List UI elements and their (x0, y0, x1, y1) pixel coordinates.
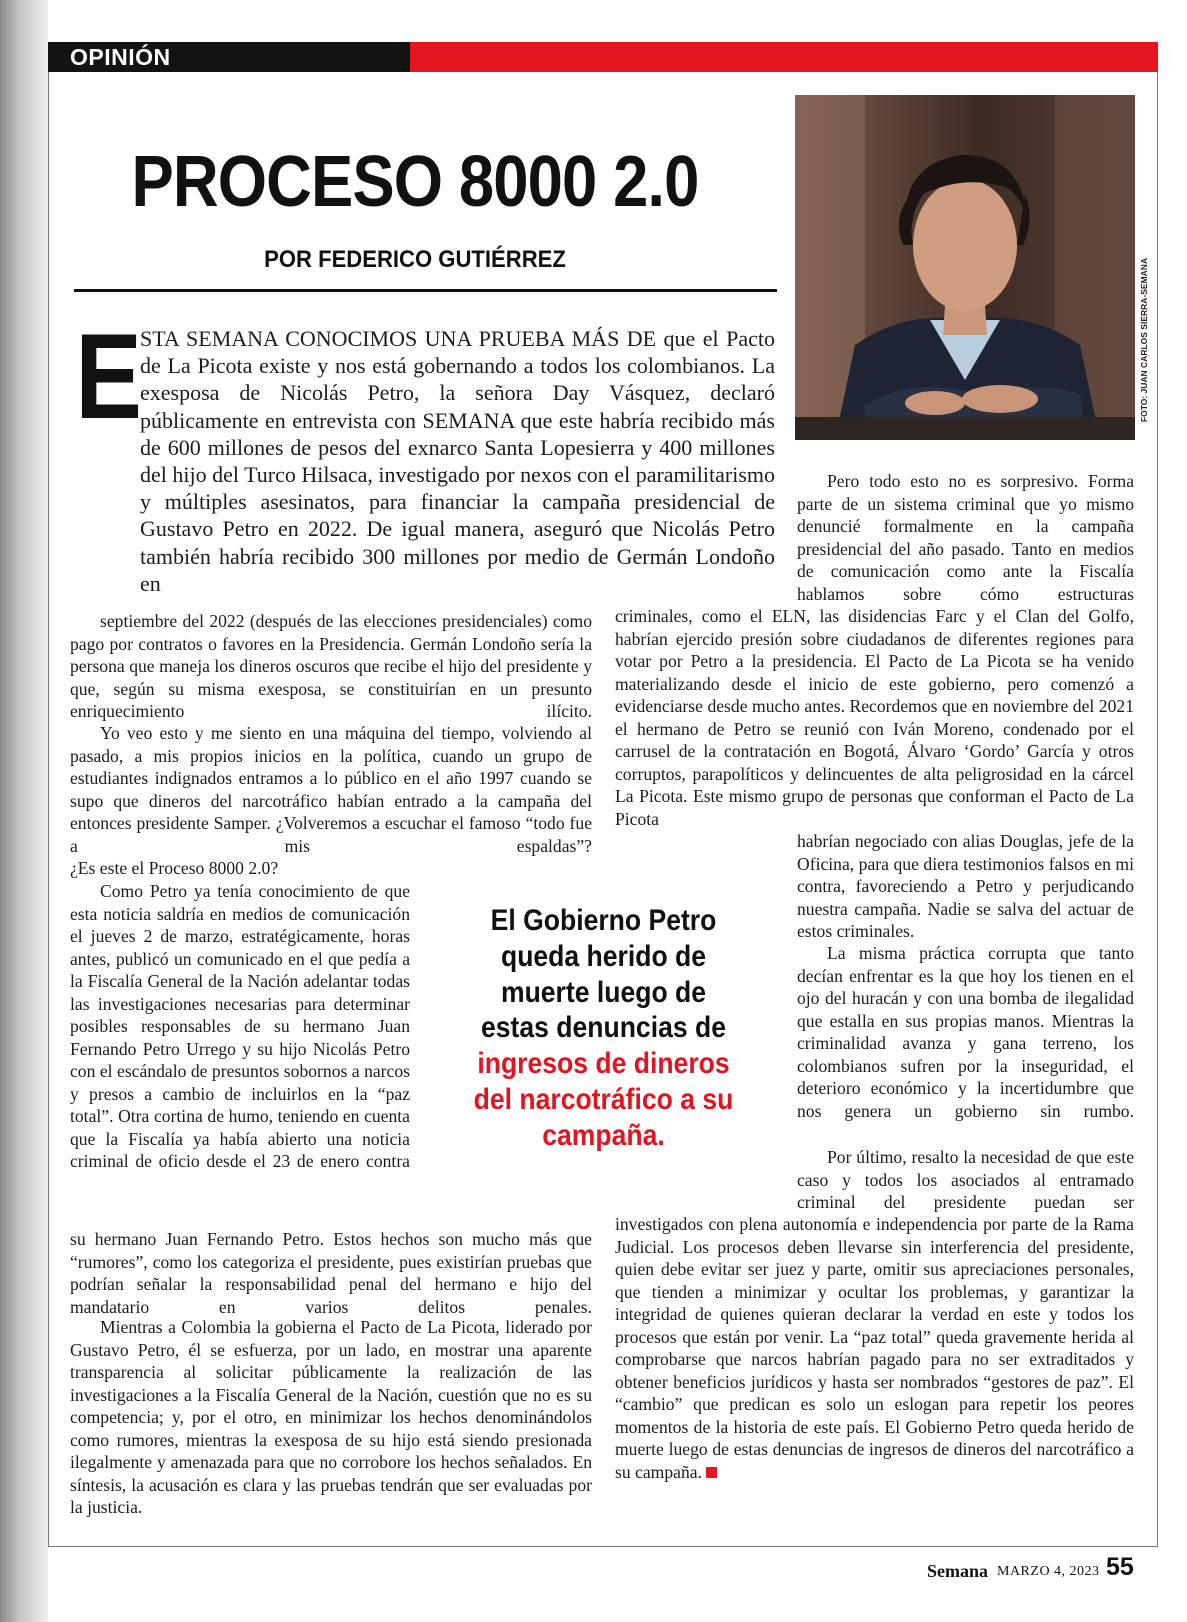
col1-paragraph-3: Como Petro ya tenía conocimiento de que esta noticia saldría en medios de comunicación el jueves 2 de marzo, estratégicamente, horas antes, publicó un comunicado en el que pedía a la Fiscalía General de la Nación adelantar todas las investigaciones necesarias para determinar posibles responsables de su hermano Juan Fernando Petro Urrego y su hijo Nicolás Petro con el escándalo de presuntos sobornos a narcos y presos a cambio de incluirlos en la “paz total”. Otra cortina de humo, teniendo en cuenta que la Fiscalía ya había abierto una noticia criminal de oficio desde el 23 de enero contra (70, 881, 410, 1171)
page-number: 55 (1106, 1553, 1134, 1581)
col1-paragraph-3-continued: su hermano Juan Fernando Petro. Estos hechos son mucho más que “rumores”, como los categoriza el presidente, pues existirían pruebas que podrían señalar la responsabilidad penal del hermano e hijo del mandatario en varios delitos penales. (70, 1229, 592, 1317)
col2-paragraph-2: La misma práctica corrupta que tanto decían enfrentar es la que hoy los tienen en el ojo del huracán y con una bomba de ilegalidad que estalla en sus propias manos. Mientras la criminalidad avanza y gana terreno, los colombianos sufren por la inseguridad, el deterioro económico y la incertidumbre que nos genera un gobierno sin rumbo. (797, 943, 1134, 1121)
drop-cap: E (75, 308, 142, 444)
col1-paragraph-1: septiembre del 2022 (después de las elecciones presidenciales) como pago por contratos o favores en la Presidencia. Germán Londoño sería la persona que maneja los dineros oscuros que recibe el hijo del presidente y que, según su misma exesposa, se constituirían en un presunto enriquecimiento ilícito. (70, 611, 592, 721)
section-header-bar (48, 42, 1158, 72)
col2-paragraph-3-continued (615, 1213, 1134, 1483)
footer-date: MARZO 4, 2023 (997, 1564, 1100, 1579)
photo-credit (1134, 245, 1154, 440)
magazine-spine-shadow (0, 0, 48, 1622)
col1-paragraph-2-end: ¿Es este el Proceso 8000 2.0? (70, 858, 279, 878)
col2-paragraph-1-continued: criminales, como el ELN, las disidencias Farc y el Clan del Golfo, habrían ejercido presión sobre ciudadanos de diferentes regiones para votar por Petro a la presidencia. El Pacto de La Picota se ha venido materializando desde el inicio de este gobierno, pero comenzó a evidenciarse desde mucho antes. Recordemos que en noviembre del 2021 el hermano de Petro se reunió con Iván Moreno, condenado por el carrusel de la contratación en Bogotá, Álvaro ‘Gordo’ García y otros corruptos, parapolíticos y delincuentes de alta peligrosidad en la cárcel La Picota. Este mismo grupo de personas que conforman el Pacto de La Picota (615, 606, 1134, 829)
closing-text: investigados con plena autonomía e independencia por parte de la Rama Judicial. Los procesos deben llevarse sin interferencia del presidente, quien debe evitar ser juez y parte, omitir sus apreciaciones personales, que tienden a minimizar y ocultar los problemas, y garantizar la integridad de quienes quieran declarar la verdad en este y todos los procesos que están por venir. La “paz total” queda gravemente herida al comprobarse que narcos habrían pagado para no ser extraditados y obtener beneficios jurídicos y hasta ser nombrados “gestores de paz”. El “cambio” que predican es solo un eslogan para repetir los peores momentos de la historia de este país. El Gobierno Petro queda herido de muerte luego de estas denuncias de ingresos de dineros del narcotráfico a su campaña. (615, 1214, 1134, 1482)
pull-quote (466, 903, 741, 1154)
photo-credit-text: FOTO: JUAN CARLOS SIERRA-SEMANA (1139, 257, 1149, 423)
col2-paragraph-3: Por último, resalto la necesidad de que este caso y todos los asociados al entramado criminal del presidente puedan ser (797, 1147, 1134, 1212)
end-of-article-mark (706, 1467, 717, 1478)
pull-quote-black: El Gobierno Petro queda herido de muerte luego de estas denuncias de (481, 904, 726, 1045)
lead-paragraph-top (140, 325, 775, 596)
pull-quote-red: ingresos de dineros del narcotráfico a su campaña. (473, 1047, 734, 1152)
author-photo (795, 95, 1135, 440)
col2-paragraph-1-end: habrían negociado con alias Douglas, jefe de la Oficina, para que diera testimonios falsos en mi contra, favoreciendo a Petro y perjudicando nuestra campaña. Nadie se salva del actuar de estos criminales. (797, 831, 1134, 941)
col1-paragraph-4: Mientras a Colombia la gobierna el Pacto de La Picota, liderado por Gustavo Petro, él se esfuerza, por un lado, en mostrar una aparente transparencia al solicitar públicamente la realización de las investigaciones a la Fiscalía General de la Nación, cuestión que no es su competencia; y, por el otro, en minimizar los hechos denominándolos como rumores, mientras la exesposa de su hijo está siendo presionada ilegalmente y amenazada para que no corrobore los hechos señalados. En síntesis, la acusación es clara y las pruebas tendrán que ser evaluadas por la justicia. (70, 1317, 592, 1517)
article-byline: POR FEDERICO GUTIÉRREZ (264, 246, 566, 273)
lead-text: STA SEMANA CONOCIMOS UNA PRUEBA MÁS DE que el Pacto de La Picota existe y nos está gobernando a todos los colombianos. La exesposa de Nicolás Petro, la señora Day Vásquez, declaró públicamente en entrevista con SEMANA que este habría recibido más de 600 millones de pesos del exnarco Santa Lopesierra y 400 millones del hijo del Turco Hilsaca, investigado por nexos con el paramilitarismo y múltiples asesinatos, para financiar la campaña presidencial de Gustavo Petro en 2022. De igual manera, aseguró que Nicolás Petro también habría recibido 300 millones por medio de Germán Londoño en (140, 326, 775, 596)
article-title: PROCESO 8000 2.0 (131, 142, 699, 222)
title-divider (74, 289, 777, 292)
footer-publication: Semana (927, 1561, 989, 1581)
col1-paragraph-2: Yo veo esto y me siento en una máquina del tiempo, volviendo al pasado, a mis propios inicios en la política, cuando un grupo de estudiantes indignados entramos a lo público en el año 1997 cuando se supo que dineros del narcotráfico habían entrado a la campaña del entonces presidente Samper. ¿Volveremos a escuchar el famoso “todo fue a mis espaldas”? (70, 723, 592, 856)
section-label: OPINIÓN (70, 44, 171, 70)
col2-paragraph-1: Pero todo esto no es sorpresivo. Forma parte de un sistema criminal que yo mismo denuncié formalmente en la campaña presidencial del año pasado. Tanto en medios de comunicación como ante la Fiscalía hablamos sobre cómo estructuras (797, 471, 1134, 604)
